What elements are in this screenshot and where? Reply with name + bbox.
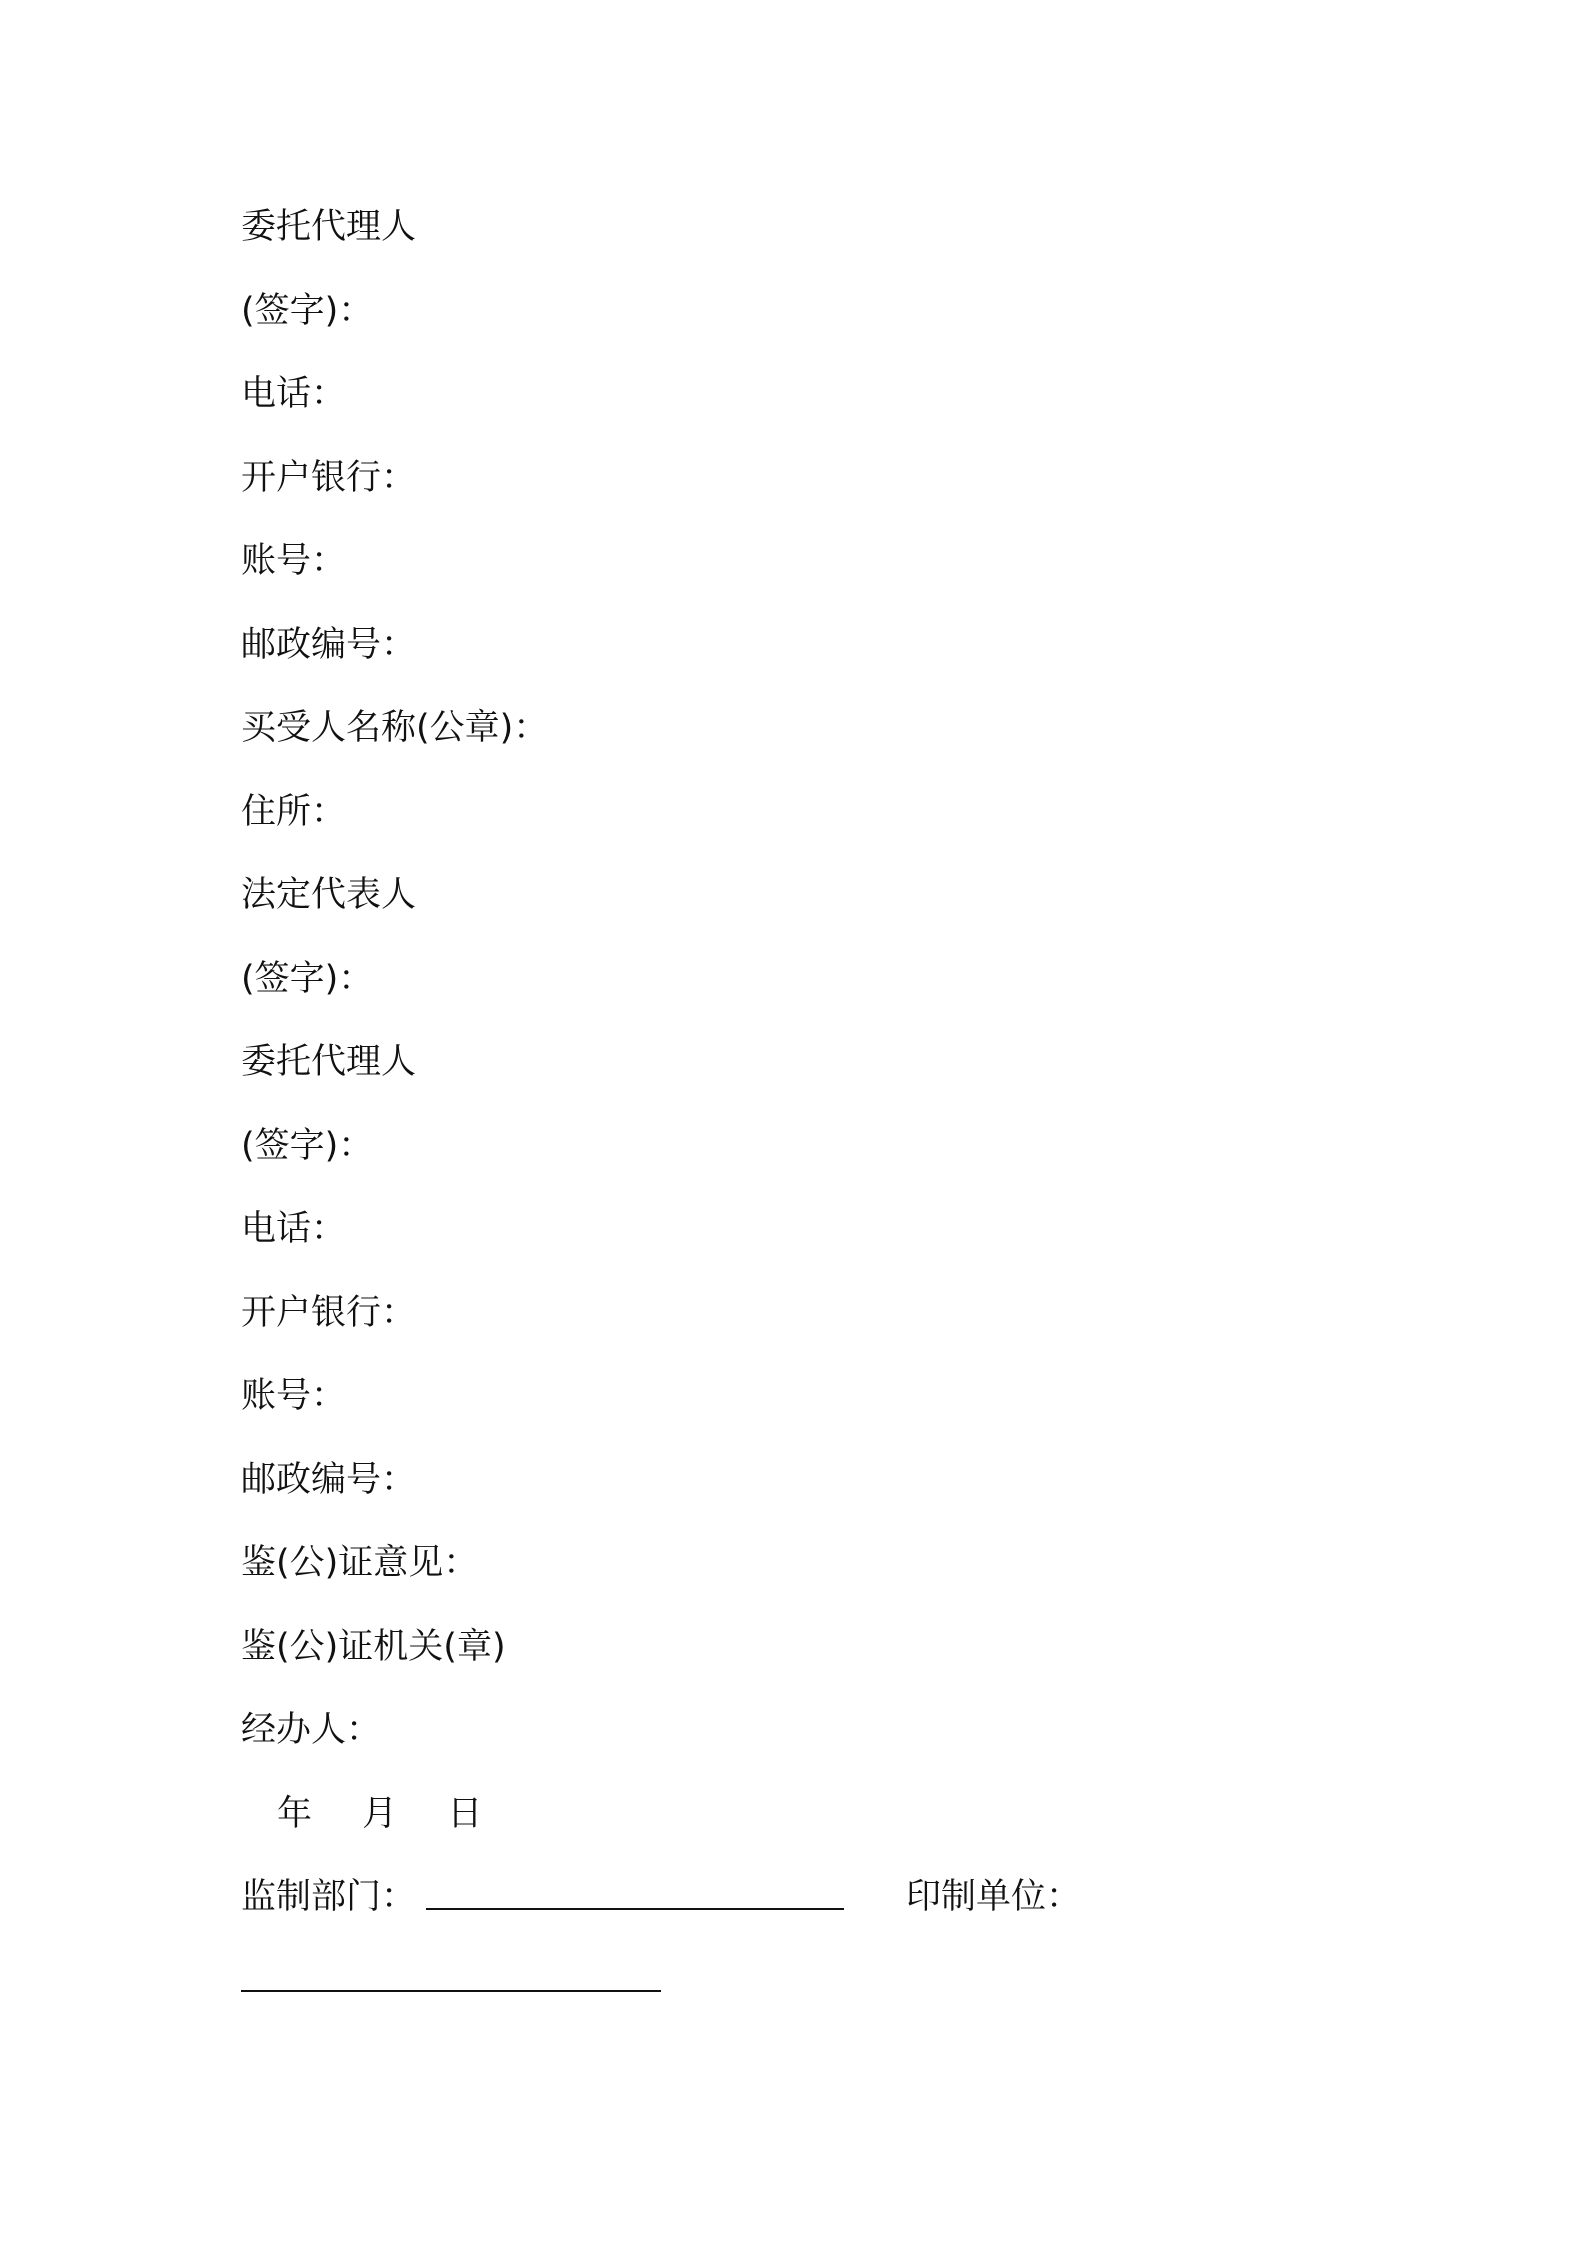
entrusted-agent-label: 委托代理人 (241, 207, 417, 247)
printing-unit-blank-line (241, 1990, 661, 1992)
account-label-buyer: 账号： (241, 1376, 347, 1416)
postal-code-label-buyer: 邮政编号： (241, 1459, 417, 1500)
supervision-printing-row (241, 1865, 1441, 1949)
printing-unit-label: 印制单位： (906, 1877, 1082, 1917)
address-label: 住所： (241, 791, 347, 832)
notarization-opinion-label: 鉴(公)证意见： (241, 1543, 479, 1583)
day-label: 日 (447, 1793, 483, 1834)
bank-label-buyer: 开户银行： (241, 1292, 417, 1333)
buyer-name-label: 买受人名称(公章)： (241, 708, 549, 748)
postal-code-label: 邮政编号： (241, 624, 417, 665)
date-fields (241, 1782, 1441, 1866)
bank-label: 开户银行： (241, 457, 417, 498)
phone-label-buyer: 电话： (241, 1209, 347, 1249)
entrusted-agent-label-buyer: 委托代理人 (241, 1042, 417, 1082)
supervising-department-blank-line (426, 1886, 844, 1910)
phone-label: 电话： (241, 374, 347, 414)
year-label: 年 (277, 1793, 313, 1834)
account-label: 账号： (241, 541, 347, 581)
supervising-department-label: 监制部门： (241, 1877, 417, 1917)
signature-label: (签字)： (241, 290, 374, 331)
signature-label-buyer: (签字)： (241, 958, 374, 999)
notarization-authority-label: 鉴(公)证机关(章) (241, 1626, 506, 1667)
agent-signature-label-buyer: (签字)： (241, 1125, 374, 1166)
signature-section (241, 195, 1441, 1949)
handler-label: 经办人： (241, 1710, 382, 1750)
legal-representative-label: 法定代表人 (241, 875, 417, 915)
month-label: 月 (362, 1793, 398, 1834)
